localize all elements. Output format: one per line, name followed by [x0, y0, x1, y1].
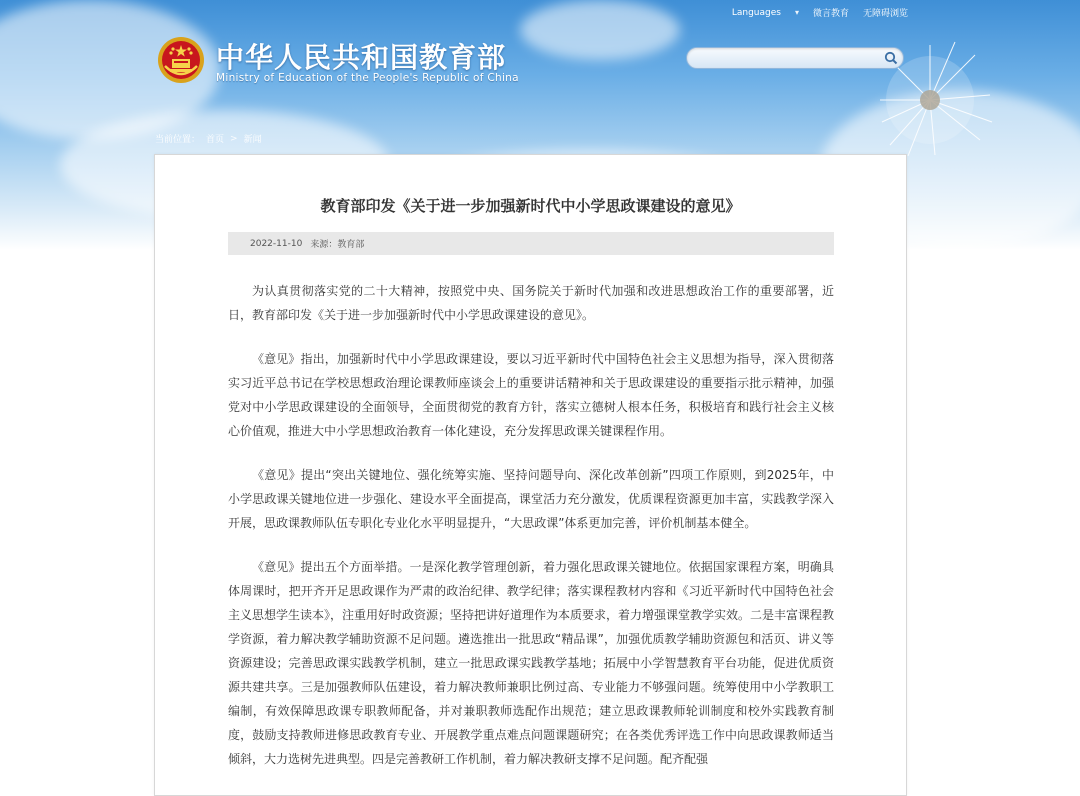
article-title: 教育部印发《关于进一步加强新时代中小学思政课建设的意见》	[320, 197, 741, 215]
national-emblem-logo[interactable]	[157, 36, 205, 84]
site-subtitle: Ministry of Education of the People's Republic of China	[216, 72, 519, 84]
weibo-link[interactable]: 微言教育	[812, 9, 849, 19]
search-icon[interactable]	[884, 51, 898, 65]
article-paragraph: 《意见》提出“突出关键地位、强化统筹实施、坚持问题导向、深化改革创新”四项工作原则，到2025年，中小学思政课关键地位进一步强化、建设水平全面提高，课堂活力充分激发，优质课程资源更加丰富，实践教学深入开展，思政课教师队伍专职化专业化水平明显提升，“大思政课”体系更加完善，评价机制基本健全。	[228, 468, 834, 530]
site-title[interactable]: 中华人民共和国教育部	[216, 41, 507, 74]
top-utility-bar	[704, 6, 908, 19]
article-paragraph: 《意见》指出，加强新时代中小学思政课建设，要以习近平新时代中国特色社会主义思想为指导，深入贯彻落实习近平总书记在学校思想政治理论课教师座谈会上的重要讲话精神和关于思政课建设的重要指示批示精神，加强党对中小学思政课建设的全面领导，全面贯彻党的教育方针，落实立德树人根本任务，积极培育和践行社会主义核心价值观，推进大中小学思想政治教育一体化建设，充分发挥思政课关键课程作用。	[228, 352, 834, 438]
breadcrumb-label: 当前位置：	[155, 135, 201, 145]
accessibility-link[interactable]: 无障碍浏览	[862, 9, 908, 19]
article-paragraph: 为认真贯彻落实党的二十大精神，按照党中央、国务院关于新时代加强和改进思想政治工作的重要部署，近日，教育部印发《关于进一步加强新时代中小学思政课建设的意见》。	[228, 284, 834, 322]
breadcrumb	[155, 132, 262, 145]
chevron-down-icon: ▾	[794, 7, 799, 17]
breadcrumb-home-link[interactable]: 首页	[206, 135, 225, 145]
article-body	[228, 279, 834, 791]
search-box	[686, 47, 904, 69]
article-meta-bar	[228, 232, 834, 255]
article-source: 来源：教育部	[310, 240, 365, 250]
article-panel	[154, 154, 907, 796]
search-input[interactable]	[697, 50, 881, 67]
cloud-decoration	[520, 0, 680, 60]
article-date: 2022-11-10	[250, 238, 303, 249]
breadcrumb-current-link[interactable]: 新闻	[243, 135, 262, 145]
breadcrumb-separator: >	[230, 133, 238, 144]
languages-label: Languages	[731, 7, 781, 18]
article-paragraph: 《意见》提出五个方面举措。一是深化教学管理创新，着力强化思政课关键地位。依据国家课程方案，明确具体周课时，把开齐开足思政课作为严肃的政治纪律、教学纪律；落实课程教材内容和《习近平新时代中国特色社会主义思想学生读本》，注重用好时政资源；坚持把讲好道理作为本质要求，着力增强课堂教学实效。二是丰富课程教学资源，着力解决教学辅助资源不足问题。遴选推出一批思政“精品课”，加强优质教学辅助资源包和活页、讲义等资源建设；完善思政课实践教学机制，建立一批思政课实践教学基地；拓展中小学智慧教育平台功能，促进优质资源共建共享。三是加强教师队伍建设，着力解决教师兼职比例过高、专业能力不够强问题。统筹使用中小学教职工编制，有效保障思政课专职教师配备，并对兼职教师选配作出规范；建立思政课教师轮训制度和校外实践教育制度，鼓励支持教师进修思政教育专业、开展教学重点难点问题课题研究；在各类优秀评选工作中向思政课教师适当倾斜，大力选树先进典型。四是完善教研工作机制，着力解决教研支撑不足问题。配齐配强	[228, 560, 835, 766]
languages-link[interactable]	[718, 8, 799, 18]
